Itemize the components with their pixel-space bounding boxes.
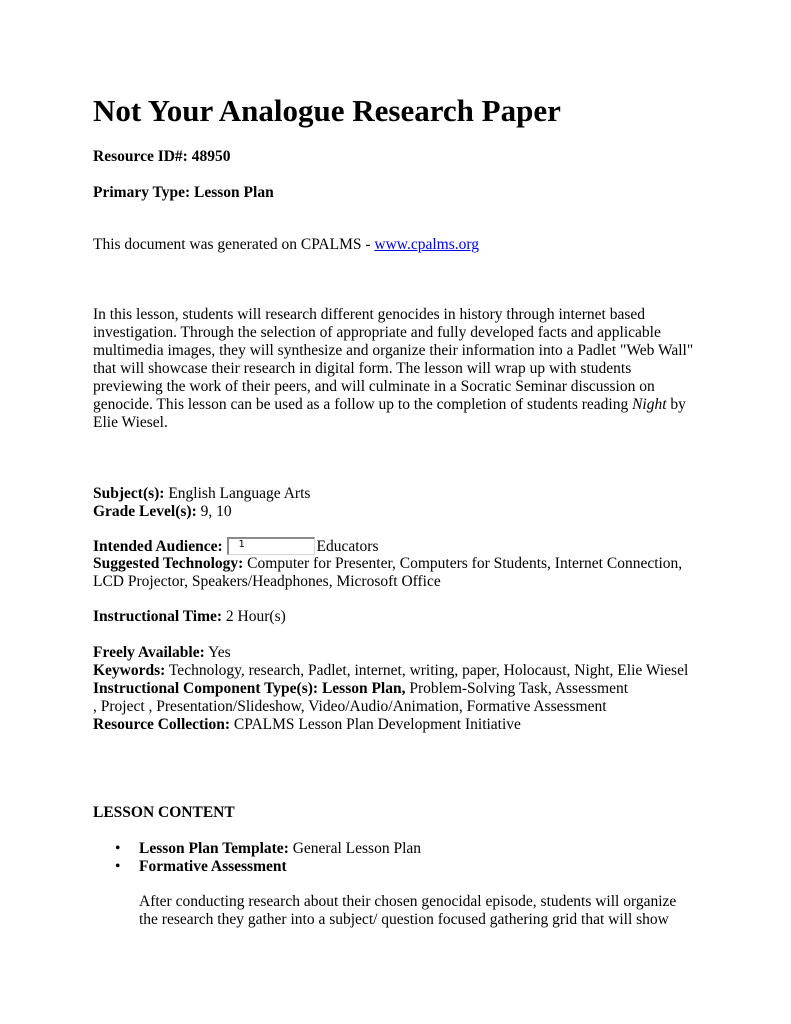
- resource-id-value: 48950: [191, 148, 231, 165]
- time-value: 2 Hour(s): [222, 608, 286, 625]
- list-item: [139, 840, 749, 858]
- formative-assessment-label: Formative Assessment: [139, 858, 287, 875]
- component-rest: Problem-Solving Task, Assessment , Project , Presentation/Slideshow, Video/Audio/Animation, Formative Assessment: [93, 680, 629, 715]
- list-item: [139, 858, 749, 876]
- technology-line: [93, 555, 703, 591]
- primary-type: [93, 184, 274, 202]
- time-label: Instructional Time:: [93, 608, 223, 625]
- subjects-line: [93, 485, 703, 503]
- subjects-label: Subject(s):: [93, 485, 165, 502]
- template-value: General Lesson Plan: [288, 840, 422, 857]
- component-label: Instructional Component Type(s):: [93, 680, 319, 697]
- keywords-line: [93, 662, 703, 680]
- primary-type-label: Primary Type:: [93, 184, 191, 201]
- audience-value: Educators: [316, 538, 379, 555]
- summary-italic-title: Night: [632, 396, 667, 413]
- subjects-value: English Language Arts: [164, 485, 311, 502]
- time-line: [93, 608, 703, 626]
- template-label: Lesson Plan Template:: [139, 840, 289, 857]
- resource-id: [93, 148, 230, 166]
- audience-count-field[interactable]: 1: [227, 537, 315, 555]
- generated-text: This document was generated on CPALMS -: [93, 236, 375, 253]
- cpalms-link[interactable]: www.cpalms.org: [374, 236, 480, 253]
- free-label: Freely Available:: [93, 644, 205, 661]
- summary-part2: by Elie Wiesel.: [93, 396, 686, 431]
- free-line: [93, 644, 703, 662]
- audience-line: [93, 537, 703, 556]
- keywords-label: Keywords:: [93, 662, 166, 679]
- keywords-value: Technology, research, Padlet, internet, writing, paper, Holocaust, Night, Elie Wiesel: [165, 662, 689, 679]
- grade-line: [93, 503, 703, 521]
- grade-label: Grade Level(s):: [93, 503, 197, 520]
- collection-value: CPALMS Lesson Plan Development Initiative: [230, 716, 521, 733]
- component-first: Lesson Plan,: [318, 680, 406, 697]
- lesson-content-list: [93, 840, 749, 876]
- free-value: Yes: [204, 644, 231, 661]
- audience-label: Intended Audience:: [93, 538, 223, 555]
- summary-part1: In this lesson, students will research different genocides in history through internet based investigation. Through the selection of appropriate and fully developed facts and applicable multimedia images, they will synthesize and organize their information into a Padlet "Web Wall" that will showcase their research in digital form. The lesson will wrap up with students previewing the work of their peers, and will culminate in a Socratic Seminar discussion on genocide. This lesson can be used as a follow up to the completion of students reading: [93, 306, 694, 413]
- lesson-content-heading: LESSON CONTENT: [93, 804, 235, 821]
- collection-line: [93, 716, 703, 734]
- grade-value: 9, 10: [196, 503, 232, 520]
- document-title: Not Your Analogue Research Paper: [93, 93, 561, 128]
- lesson-summary: [93, 306, 703, 432]
- collection-label: Resource Collection:: [93, 716, 231, 733]
- technology-value: Computer for Presenter, Computers for Students, Internet Connection, LCD Projector, Speakers/Headphones, Microsoft Office: [93, 555, 683, 590]
- generated-note: [93, 236, 479, 254]
- component-line: [93, 680, 703, 716]
- assessment-description: After conducting research about their chosen genocidal episode, students will organize the research they gather into a subject/ question focused gathering grid that will show: [139, 893, 677, 928]
- resource-id-label: Resource ID#:: [93, 148, 188, 165]
- primary-type-value: Lesson Plan: [194, 184, 274, 201]
- technology-label: Suggested Technology:: [93, 555, 244, 572]
